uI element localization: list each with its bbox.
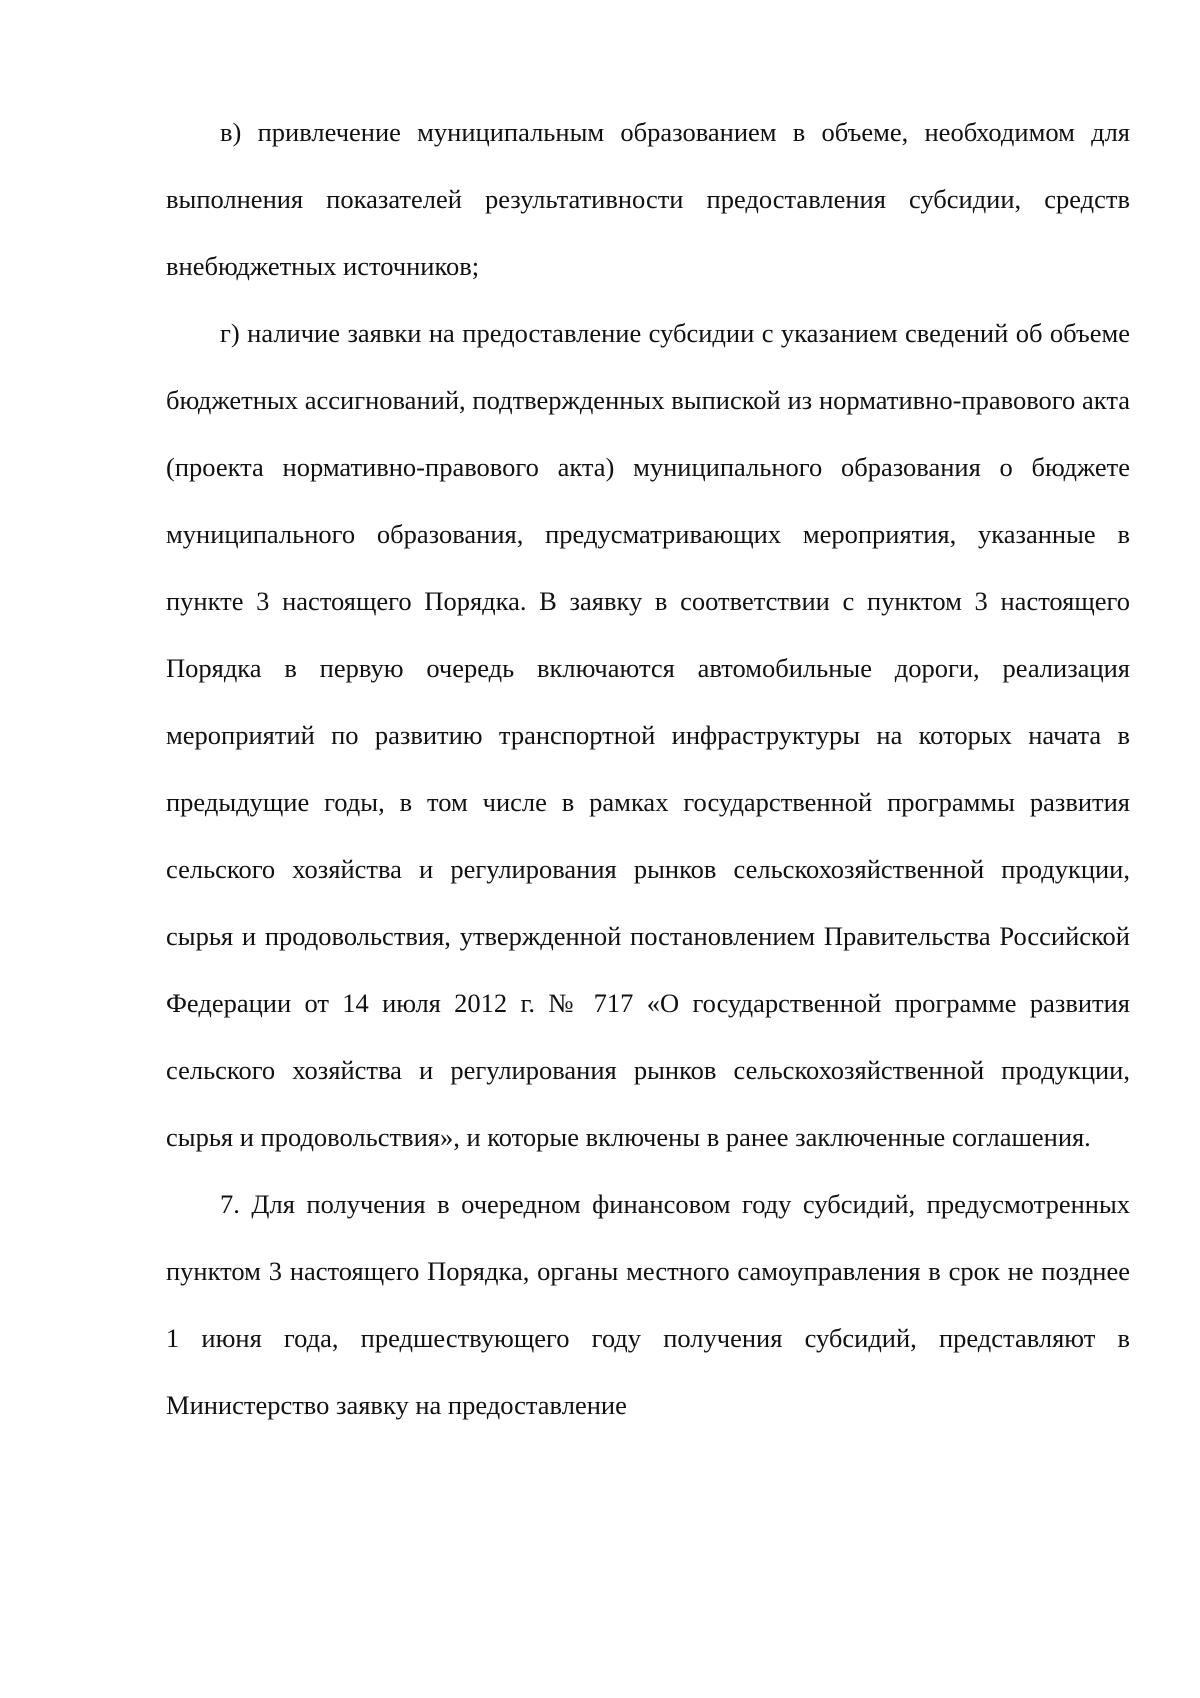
paragraph-v-funding: в) привлечение муниципальным образованием в объеме, необходимом для выполнения показателей результативности предоставления субсидии, средств внебюджетных источников;: [166, 117, 1130, 281]
paragraph-g-application: г) наличие заявки на предоставление субсидии с указанием сведений об объеме бюджетных ассигнований, подтвержденных выпиской из нормативно-правового акта (проекта нормативно-правового акта) муниципального образования о бюджете муниципального образования, предусматривающих мероприятия, указанные в пункте 3 настоящего Порядка. В заявку в соответствии с пунктом 3 настоящего Порядка в первую очередь включаются автомобильные дороги, реализация мероприятий по развитию транспортной инфраструктуры на которых начата в предыдущие годы, в том числе в рамках государственной программы развития сельского хозяйства и регулирования рынков сельскохозяйственной продукции, сырья и продовольствия, утвержденной постановлением Правительства Российской Федерации от 14 июля 2012 г. № 717 «О государственной программе развития сельского хозяйства и регулирования рынков сельскохозяйственной продукции, сырья и продовольствия», и которые включены в ранее заключенные соглашения.: [166, 318, 1130, 1152]
paragraph-7-procedure: 7. Для получения в очередном финансовом году субсидий, предусмотренных пунктом 3 настоящего Порядка, органы местного самоуправления в срок не позднее 1 июня года, предшествующего году получения субсидий, представляют в Министерство заявку на предоставление: [166, 1189, 1130, 1420]
document-body: [166, 99, 1130, 1439]
